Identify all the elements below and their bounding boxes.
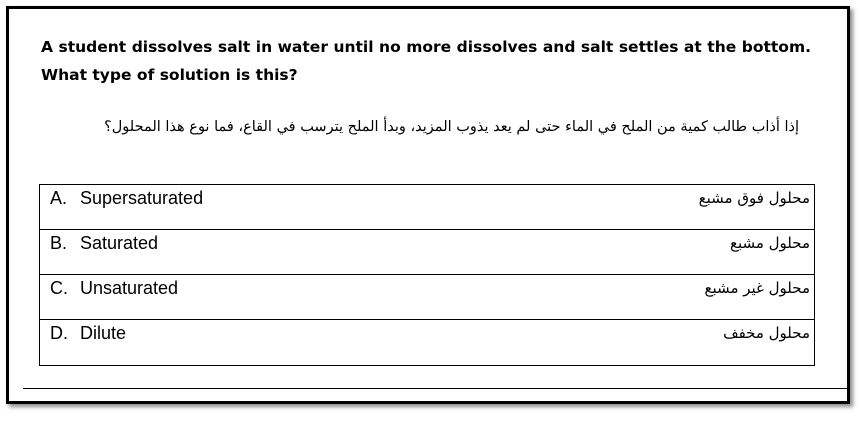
option-d-english [50, 322, 126, 344]
option-a-arabic: محلول فوق مشبع [698, 189, 810, 207]
option-d[interactable] [40, 320, 814, 365]
question-text-arabic: إذا أذاب طالب كمية من الملح في الماء حتى لم يعد يذوب المزيد، وبدأ الملح يترسب في القاع، فما نوع هذا المحلول؟ [104, 119, 799, 135]
option-a[interactable] [40, 185, 814, 230]
answer-options-table [39, 184, 815, 366]
option-c-arabic: محلول غير مشبع [704, 279, 810, 297]
option-c-english [50, 277, 178, 299]
question-card [6, 6, 850, 404]
option-a-english [50, 187, 203, 209]
question-text-english: A student dissolves salt in water until no more dissolves and salt settles at the bottom. What type of solution is this? [41, 38, 811, 84]
option-d-label: Dilute [80, 323, 127, 343]
option-c[interactable] [40, 275, 814, 320]
option-d-letter: D. [50, 323, 68, 343]
option-b-arabic: محلول مشبع [729, 234, 810, 252]
option-d-arabic: محلول مخفف [723, 324, 810, 342]
option-c-letter: C. [50, 278, 68, 298]
option-b-label: Saturated [80, 233, 159, 253]
option-c-label: Unsaturated [80, 278, 179, 298]
option-b[interactable] [40, 230, 814, 275]
option-b-letter: B. [50, 233, 68, 253]
bottom-divider [23, 388, 848, 389]
option-b-english [50, 232, 158, 254]
option-a-label: Supersaturated [80, 188, 204, 208]
option-a-letter: A. [50, 188, 68, 208]
